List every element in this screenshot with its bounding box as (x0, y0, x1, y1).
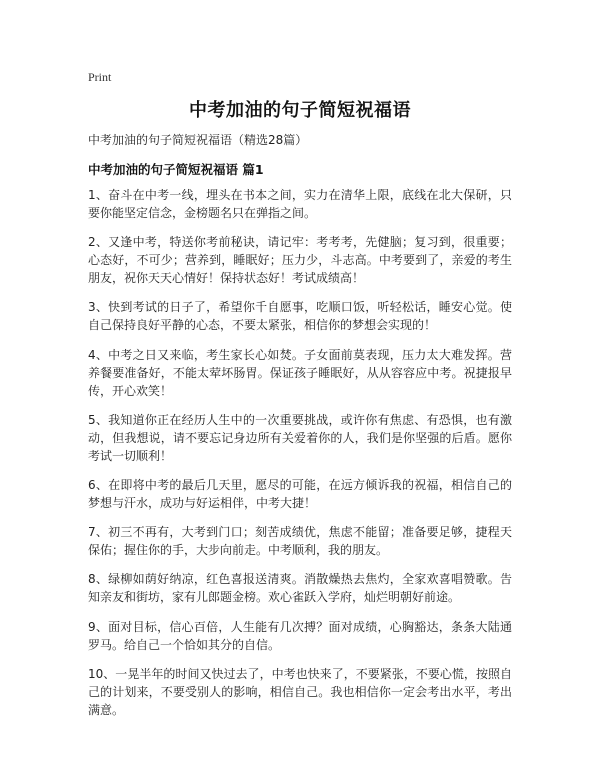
paragraph: 10、一晃半年的时间又快过去了，中考也快来了，不要紧张，不要心慌，按照自己的计划来，不要受别人的影响，相信自己。我也相信你一定会考出水平，考出满意。 (88, 666, 512, 717)
paragraph: 7、初三不再有，大考到门口；刻苦成绩优，焦虑不能留；准备要足够，捷程天保佑；握住你的手，大步向前走。中考顺利，我的朋友。 (88, 525, 512, 558)
paragraph: 1、奋斗在中考一线，埋头在书本之间，实力在清华上限，底线在北大保研，只要你能坚定信念，金榜题名只在弹指之间。 (88, 188, 512, 220)
print-label: Print (88, 70, 112, 84)
paragraph-list (88, 186, 512, 730)
document-title: 中考加油的句子简短祝福语 (189, 100, 411, 121)
paragraph: 9、面对目标，信心百倍，人生能有几次搏？面对成绩，心胸豁达，条条大陆通罗马。给自己一个恰如其分的自信。 (88, 619, 512, 652)
paragraph: 4、中考之日又来临，考生家长心如焚。子女面前莫表现，压力太大难发挥。营养餐要准备好，不能太荤坏肠胃。保证孩子睡眠好，从从容容应中考。祝捷报早传，开心欢笑！ (88, 347, 512, 398)
paragraph: 2、又逢中考，特送你考前秘诀，请记牢：考考考，先健脑；复习到，很重要；心态好，不可少；营养到，睡眠好；压力少，斗志高。中考要到了，亲爱的考生朋友，祝你天天心情好！保持状态好！考试成绩高！ (88, 235, 512, 286)
document-subtitle: 中考加油的句子简短祝福语（精选28篇） (88, 133, 308, 147)
paragraph: 3、快到考试的日子了，希望你千自愿事，吃顺口饭，听轻松话，睡安心觉。使自己保持良好平静的心态，不要太紧张，相信你的梦想会实现的！ (88, 300, 512, 333)
section-heading: 中考加油的句子简短祝福语 篇1 (88, 162, 264, 177)
paragraph: 5、我知道你正在经历人生中的一次重要挑战，或许你有焦虑、有恐惧，也有激动，但我想说，请不要忘记身边所有关爱着你的人，我们是你坚强的后盾。愿你考试一切顺利！ (88, 412, 512, 463)
paragraph: 8、绿柳如荫好纳凉，红色喜报送清爽。消散燥热去焦灼，全家欢喜唱赞歌。告知亲友和街坊，家有儿郎题金榜。欢心雀跃入学府，灿烂明朝好前途。 (88, 572, 512, 605)
paragraph: 6、在即将中考的最后几天里，愿尽的可能，在远方倾诉我的祝福，相信自己的梦想与汗水，成功与好运相伴，中考大捷！ (88, 477, 512, 510)
